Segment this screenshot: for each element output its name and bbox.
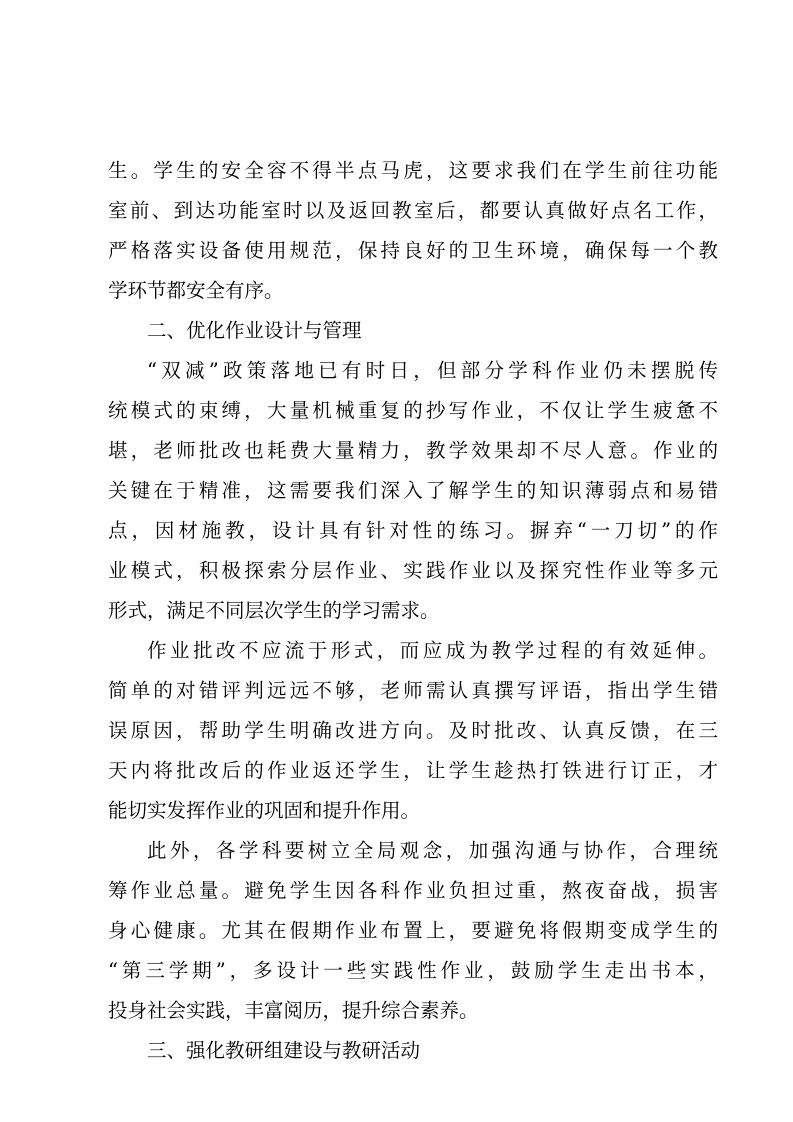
text-line: 严格落实设备使用规范，保持良好的卫生环境，确保每一个教 [108, 239, 718, 262]
section-heading-3: 三、强化教研组建设与教研活动 [147, 1039, 421, 1062]
text-line: 作业批改不应流于形式，而应成为教学过程的有效延伸。 [147, 639, 718, 662]
text-line: 点，因材施教，设计具有针对性的练习。摒弃“一刀切”的作 [108, 519, 718, 542]
text-line: 误原因，帮助学生明确改进方向。及时批改、认真反馈，在三 [108, 719, 718, 742]
text-line: 筹作业总量。避免学生因各科作业负担过重，熬夜奋战，损害 [108, 879, 718, 902]
text-line: 业模式，积极探索分层作业、实践作业以及探究性作业等多元 [108, 559, 718, 582]
text-line: 简单的对错评判远远不够，老师需认真撰写评语，指出学生错 [108, 679, 718, 702]
text-line: 此外，各学科要树立全局观念，加强沟通与协作，合理统 [147, 839, 718, 862]
section-heading-2: 二、优化作业设计与管理 [147, 319, 362, 342]
text-line: 关键在于精准，这需要我们深入了解学生的知识薄弱点和易错 [108, 479, 718, 502]
text-line: 天内将批改后的作业返还学生，让学生趁热打铁进行订正，才 [108, 759, 718, 782]
text-line: 能切实发挥作业的巩固和提升作用。 [108, 799, 421, 822]
text-line: 统模式的束缚，大量机械重复的抄写作业，不仅让学生疲惫不 [108, 399, 718, 422]
text-line: 投身社会实践，丰富阅历，提升综合素养。 [108, 999, 479, 1022]
text-line: “双减”政策落地已有时日，但部分学科作业仍未摆脱传 [147, 359, 718, 382]
text-line: 学环节都安全有序。 [108, 279, 284, 302]
text-line: “第三学期”，多设计一些实践性作业，鼓励学生走出书本， [108, 959, 718, 982]
text-line: 生。学生的安全容不得半点马虎，这要求我们在学生前往功能 [108, 159, 718, 182]
text-line: 身心健康。尤其在假期作业布置上，要避免将假期变成学生的 [108, 919, 718, 942]
text-line: 堪，老师批改也耗费大量精力，教学效果却不尽人意。作业的 [108, 439, 718, 462]
text-line: 室前、到达功能室时以及返回教室后，都要认真做好点名工作， [108, 199, 718, 222]
text-line: 形式，满足不同层次学生的学习需求。 [108, 599, 440, 622]
